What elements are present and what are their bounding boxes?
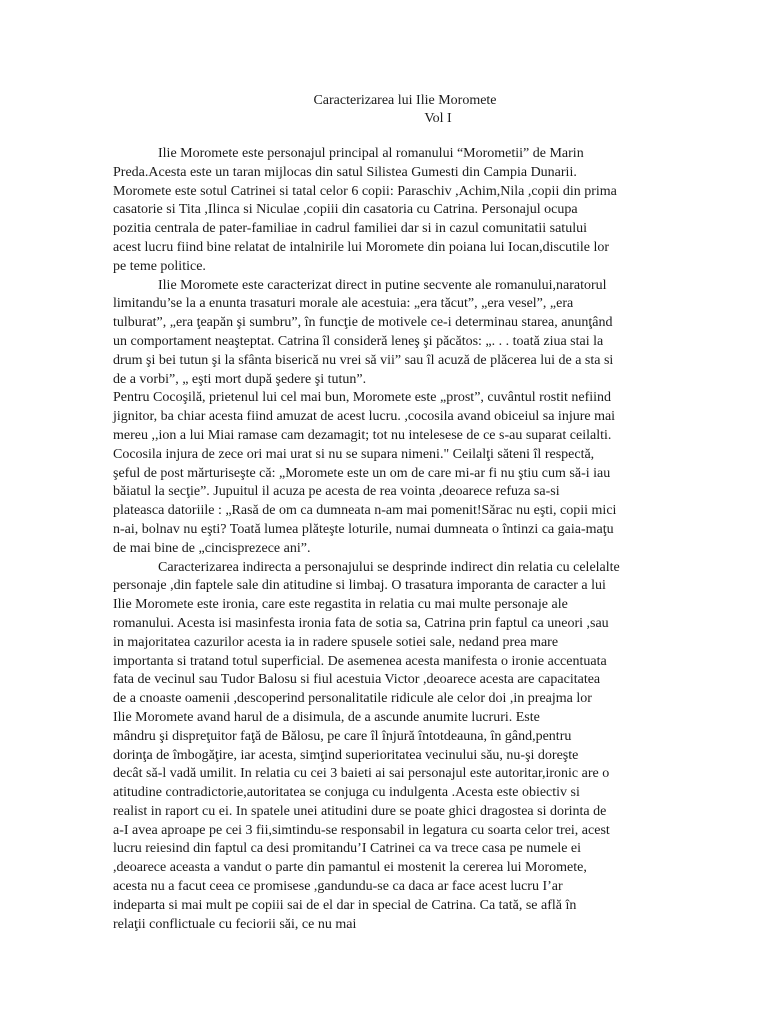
text-line: casatorie si Tita ,Ilinca si Niculae ,copiii din casatoria cu Catrina. Personajul ocupa [113,202,578,218]
text-line: realist in raport cu ei. In spatele unei atitudini dure se poate ghici dragostea si dorinta de [113,803,607,819]
text-line: limitandu’se la a enunta trasaturi morale ale acestuia: „era tăcut”, „era vesel”, „era [113,296,574,312]
text-line: mereu ,,ion a lui Miai ramase cam dezamagit; tot nu intelesese de ce s-au suparat ceilalti. [113,427,612,443]
title-line: Caracterizarea lui Ilie Moromete [313,93,497,108]
subtitle-line: Vol I [424,111,452,126]
text-line: drum şi bei tutun şi la sfânta biserică nu vrei să vii” sau îl acuză de plăcerea lui de a sta si [113,352,614,368]
text-line: băiatul la secţie”. Jupuitul il acuza pe acesta de rea vointa ,deoarece refuza sa-si [113,484,560,500]
text-line: Ilie Moromete este caracterizat direct in putine secvente ale romanului,naratorul [158,277,607,293]
text-line: in majoritatea cazurilor acesta ia in radere spusele sotiei sale, nedand prea mare [113,634,559,650]
text-line: dorinţa de îmbogăţire, iar acesta, simţind superioritatea vecinului său, nu-şi doreşte [113,747,579,763]
text-line: acest lucru fiind bine relatat de intalnirile lui Moromete din poiana lui Iocan,discutile lor [113,239,610,255]
text-line: jignitor, ba chiar acesta fiind amuzat de acest lucru. ,cocosila avand obiceiul sa injure mai [113,409,616,425]
text-line: Ilie Moromete este ironia, care este regastita in relatia cu mai multe personaje ale [113,597,568,613]
text-line: romanului. Acesta isi masinfesta ironia fata de sotia sa, Catrina prin faptul ca uneori ,sau [113,615,609,631]
text-line: lucru reiesind din faptul ca desi promitandu’I Catrinei ca va trece casa pe numele ei [113,841,582,857]
text-line: Moromete este sotul Catrinei si tatal celor 6 copii: Paraschiv ,Achim,Nila ,copii din prima [113,183,617,199]
text-line: de a cnoaste oamenii ,descoperind personalitatile ridicule ale celor doi ,in preajma lor [113,691,592,707]
text-line: pozitia centrala de pater-familiae in cadrul familiei dar si in cazul comunitatii satului [113,221,587,237]
text-line: Cocosila injura de zece ori mai urat si nu se supara nimeni." Ceilalţi săteni îl respectă, [113,446,595,462]
text-line: a-I avea aproape pe cei 3 fii,simtindu-se responsabil in legatura cu soarta celor trei, acest [113,822,610,838]
text-line: plateasca datoriile : „Rasă de om ca dumneata n-am mai pomenit!Sărac nu eşti, copii mici [113,503,617,519]
text-line: şeful de post mărturiseşte că: „Moromete este un om de care mi-ar fi nu ştiu cum să-i iau [113,465,611,481]
text-line: ,deoarece aceasta a vandut o parte din pamantul ei mostenit la cererea lui Moromete, [113,860,587,876]
text-line: pe teme politice. [113,258,206,274]
text-line: personaje ,din faptele sale din atitudine si limbaj. O trasatura imporanta de caracter a lui [113,578,606,594]
document-title [0,92,768,128]
text-line: acesta nu a facut ceea ce promisese ,gandundu-se ca daca ar face acest lucru I’ar [113,879,563,895]
text-line: mândru şi dispreţuitor faţă de Bălosu, pe care îl înjură întotdeauna, în gând,pentru [113,728,572,744]
text-line: n-ai, bolnav nu eşti? Toată lumea plăteşte loturile, numai dumneata o întinzi ca gaia-maţu [113,521,614,537]
text-line: Pentru Cocoşilă, prietenul lui cel mai bun, Moromete este „prost”, cuvântul rostit nefiind [113,390,612,406]
text-line: indeparta si mai mult pe copiii sai de el dar in special de Catrina. Ca tată, se află în [113,897,577,913]
text-line: fata de vecinul sau Tudor Balosu si fiul acestuia Victor ,deoarece acesta are capacitatea [113,672,601,688]
text-line: Caracterizarea indirecta a personajului se desprinde indirect din relatia cu celelalte [158,559,620,575]
text-line: importanta si tratand totul superficial. De asemenea acesta manifesta o ironie accentuata [113,653,607,669]
text-line: tulburat”, „era ţeapăn şi sumbru”, în funcţie de motivele ce-i determinau starea, anunţând [113,315,613,331]
text-line: un comportament neaşteptat. Catrina îl consideră leneş şi păcătos: „. . . toată ziua stai la [113,333,604,349]
text-line: atitudine contradictorie,autoritatea se conjuga cu indulgenta .Acesta este obiectiv si [113,785,580,801]
text-line: Ilie Moromete este personajul principal al romanului “Morometii” de Marin [158,146,584,161]
text-line: relaţii conflictuale cu feciorii săi, ce nu mai [113,916,357,932]
text-line: Ilie Moromete avand harul de a disimula, de a ascunde anumite lucruri. Este [113,709,540,725]
text-line: de mai bine de „cincisprezece ani”. [113,540,311,556]
document-body [113,145,673,934]
text-line: Preda.Acesta este un taran mijlocas din satul Silistea Gumesti din Campia Dunarii. [113,164,577,180]
text-line: de a vorbi”, „ eşti mort după şedere şi tutun”. [113,371,367,387]
text-line: decât să-l vadă umilit. In relatia cu cei 3 baieti ai sai personajul este autoritar,ironic are o [113,766,610,782]
